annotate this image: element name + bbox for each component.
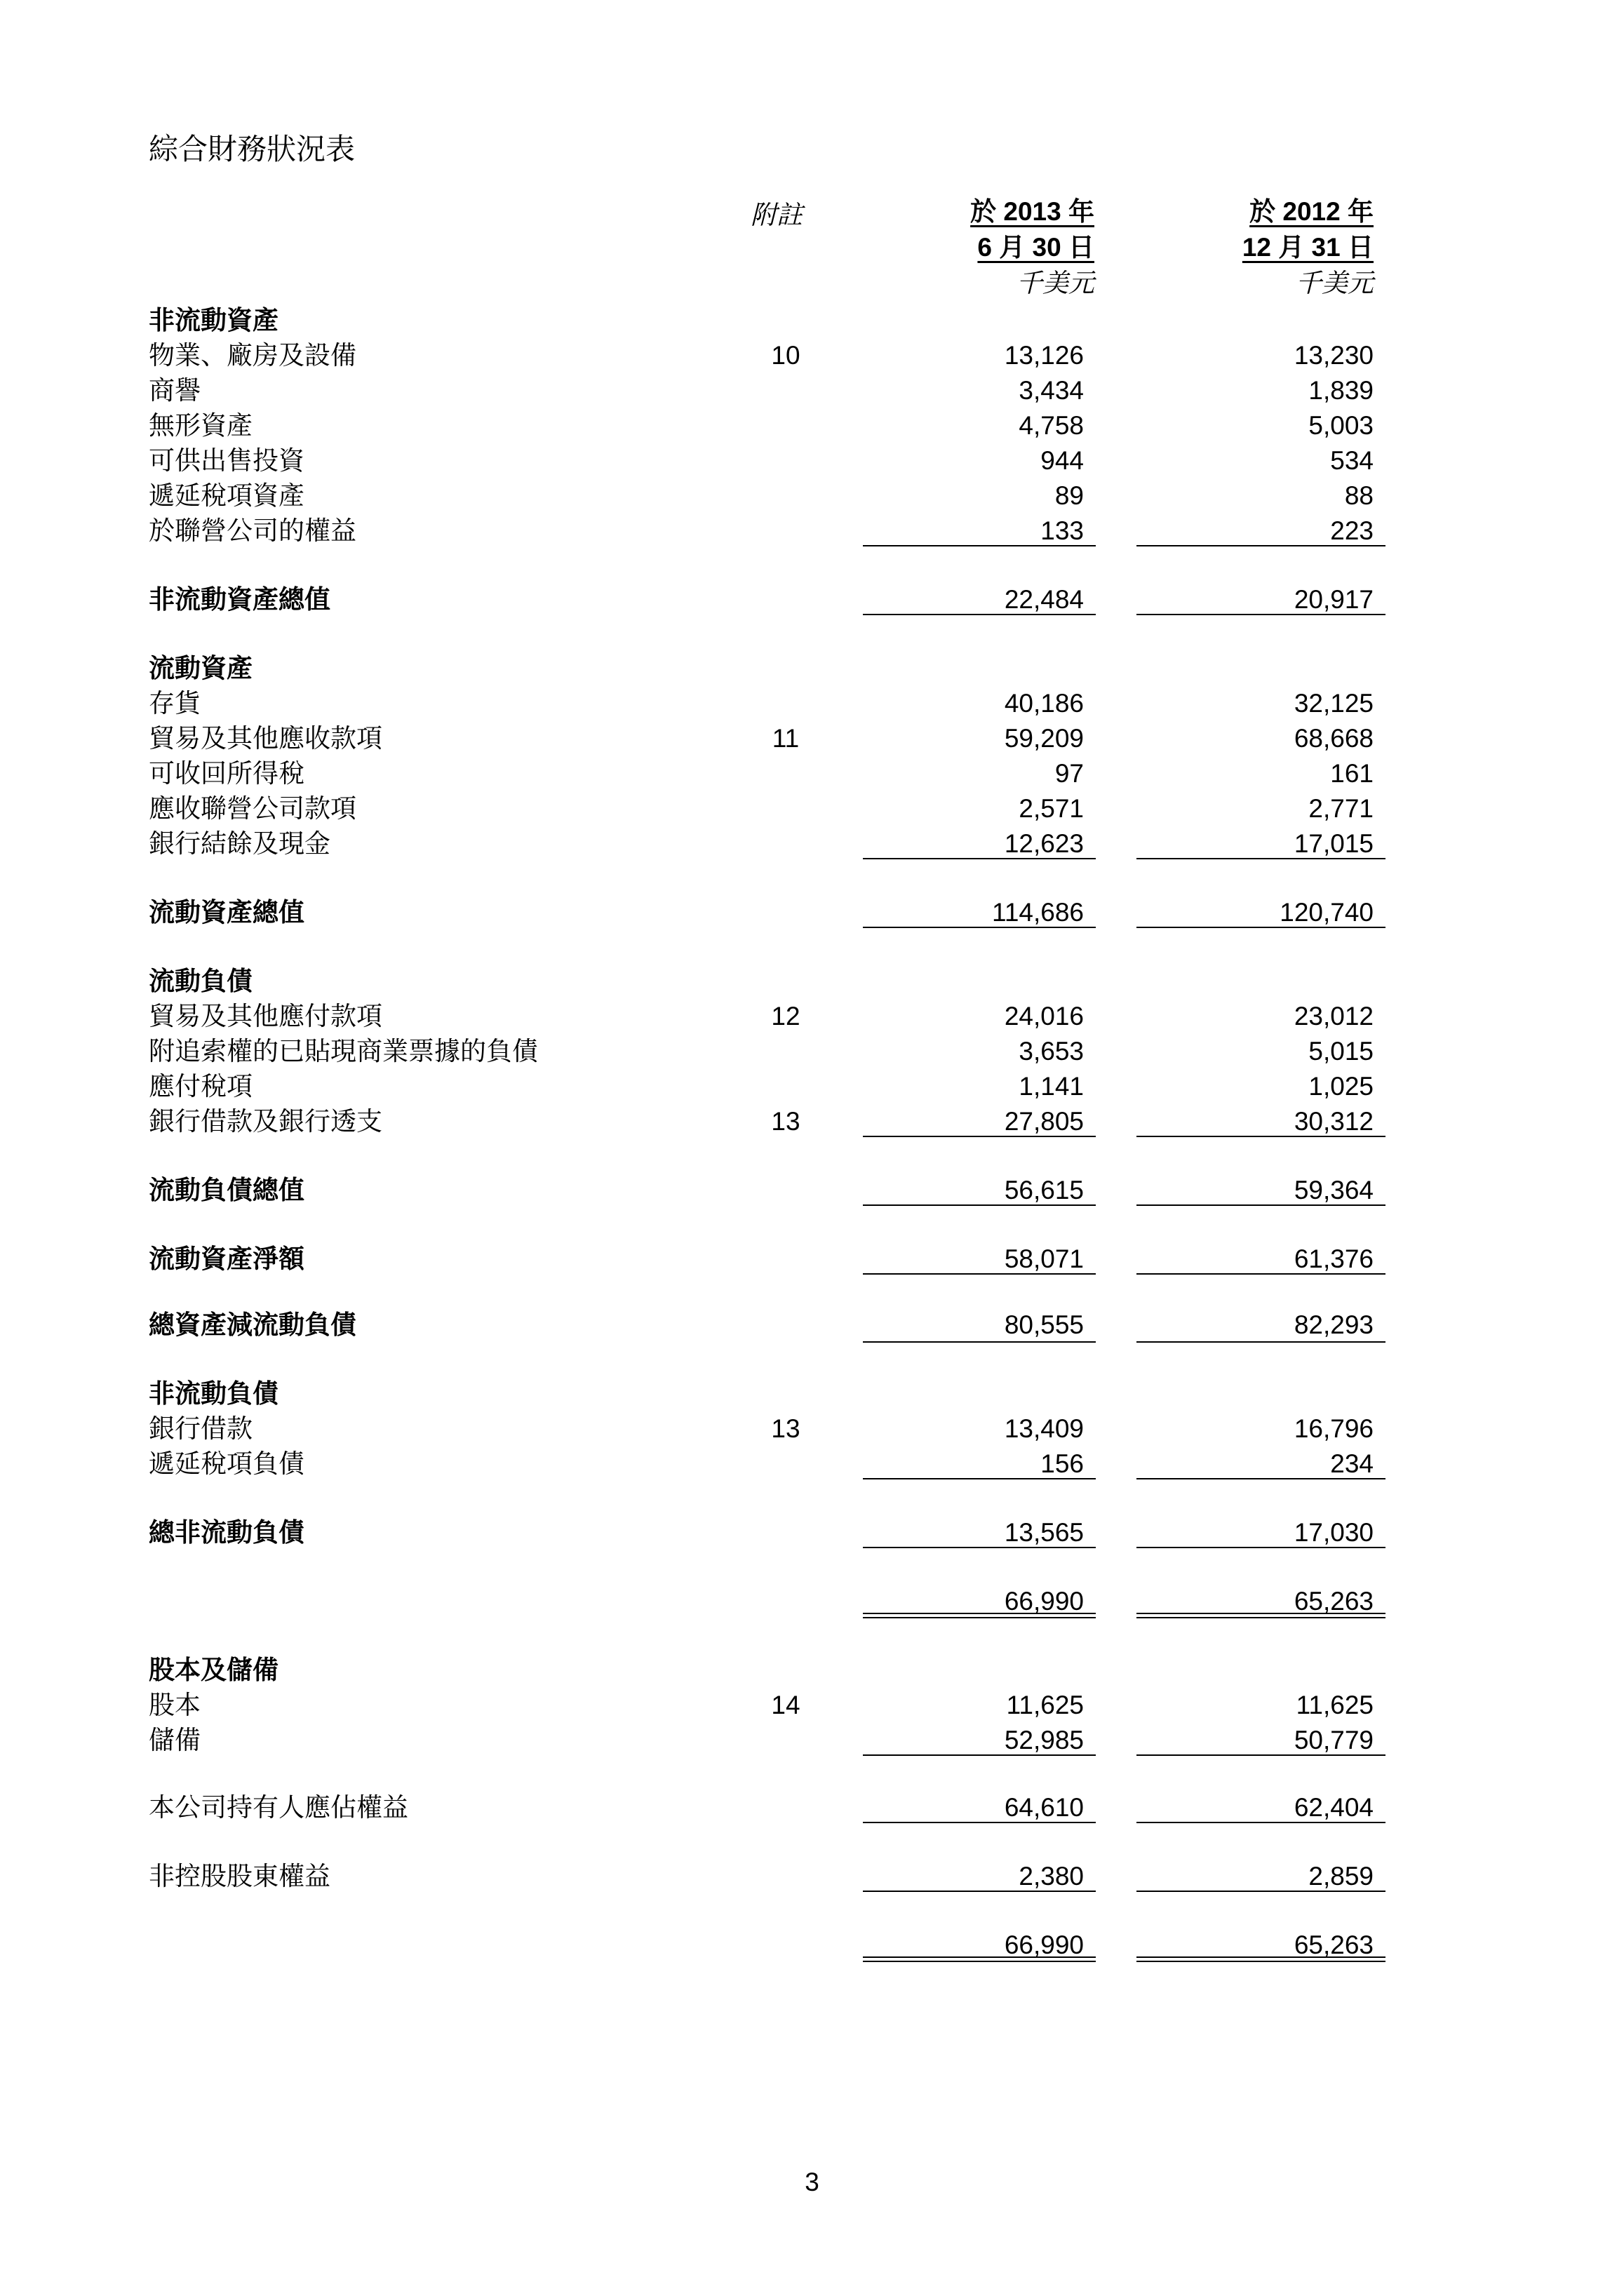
line-item-row [0,686,1624,721]
underline-rule-2012 [1136,1478,1385,1479]
total-row [0,1515,1624,1550]
note-column-header: 附註 [751,201,803,229]
row-label: 總非流動負債 [149,1518,304,1547]
row-label: 附追索權的已貼現商業票據的負債 [149,1037,538,1066]
line-item-row [0,1723,1624,1758]
value-2013: 4,758 [1019,411,1084,440]
underline-rule-2013 [863,1204,1096,1206]
underline-rule-2012 [1136,1822,1385,1823]
total-row [0,582,1624,617]
line-item-row [0,373,1624,408]
value-2013: 66,990 [1004,1587,1084,1616]
underline-rule-2013 [863,1136,1096,1137]
note-reference: 10 [771,341,800,370]
row-label: 非控股股東權益 [149,1862,330,1891]
value-2013: 13,126 [1004,341,1084,370]
underline-rule-2012 [1136,1136,1385,1137]
value-2013: 2,571 [1019,794,1084,823]
underline-rule-2013 [863,858,1096,859]
value-2013: 52,985 [1004,1726,1084,1754]
row-label: 存貨 [149,689,201,718]
value-2012: 88 [1344,481,1374,510]
underline-rule-2013 [863,1754,1096,1756]
value-2013: 97 [1054,759,1084,788]
value-2012: 23,012 [1294,1002,1374,1030]
line-item-row [0,513,1624,549]
value-2012: 2,859 [1308,1862,1374,1891]
underline-rule-2013 [863,1547,1096,1548]
row-label: 儲備 [149,1726,201,1754]
underline-rule-2012 [1136,614,1385,615]
line-item-row [0,1688,1624,1723]
underline-rule-2012 [1136,545,1385,546]
value-2012: 534 [1330,446,1374,475]
row-label: 可供出售投資 [149,446,304,475]
underline-rule-2012 [1136,1891,1385,1892]
value-2013: 944 [1040,446,1084,475]
column-header-2012-unit: 千美元 [1296,269,1374,297]
row-label: 銀行結餘及現金 [149,829,330,858]
row-label: 可收回所得稅 [149,759,304,788]
underline-rule-2012 [1136,1341,1385,1343]
row-label: 非流動資產總值 [149,585,330,614]
column-header-2012-date: 12 月 31 日 [1242,233,1374,262]
row-label: 流動資產總值 [149,898,304,927]
underline-rule-2013 [863,1891,1096,1892]
value-2012: 20,917 [1294,585,1374,614]
section-heading-row [0,303,1624,338]
value-2012: 120,740 [1280,898,1374,927]
line-item-row [0,791,1624,826]
value-2013: 12,623 [1004,829,1084,858]
value-2012: 59,364 [1294,1176,1374,1204]
value-2012: 17,030 [1294,1518,1374,1547]
line-item-row [0,999,1624,1034]
section-heading-row [0,964,1624,999]
value-2013: 1,141 [1019,1072,1084,1101]
value-2012: 5,003 [1308,411,1374,440]
value-2013: 40,186 [1004,689,1084,718]
row-label: 貿易及其他應收款項 [149,724,382,753]
value-2013: 11,625 [1006,1691,1084,1719]
double-underline-rule-2013 [863,1613,1096,1618]
section-heading: 非流動負債 [149,1379,279,1408]
value-2012: 32,125 [1294,689,1374,718]
value-2013: 133 [1040,516,1084,545]
underline-rule-2012 [1136,927,1385,928]
column-header-2013-unit: 千美元 [1016,269,1094,297]
value-2012: 234 [1330,1449,1374,1478]
value-2012: 62,404 [1294,1793,1374,1822]
value-2012: 65,263 [1294,1587,1374,1616]
row-label: 商譽 [149,376,201,405]
value-2013: 27,805 [1004,1107,1084,1136]
double-underline-rule-2012 [1136,1613,1385,1618]
value-2012: 61,376 [1294,1244,1374,1273]
value-2012: 5,015 [1308,1037,1374,1066]
value-2013: 22,484 [1004,585,1084,614]
value-2013: 13,409 [1004,1414,1084,1443]
line-item-row [0,1104,1624,1139]
section-heading-row [0,1376,1624,1411]
value-2012: 68,668 [1294,724,1374,753]
value-2012: 11,625 [1296,1691,1374,1719]
value-2013: 24,016 [1004,1002,1084,1030]
value-2012: 65,263 [1294,1931,1374,1959]
underline-rule-2013 [863,614,1096,615]
underline-rule-2013 [863,545,1096,546]
value-2012: 30,312 [1294,1107,1374,1136]
total-row [0,1173,1624,1208]
row-label: 於聯營公司的權益 [149,516,356,545]
value-2013: 66,990 [1004,1931,1084,1959]
line-item-row [0,443,1624,478]
row-label: 股本 [149,1691,201,1719]
underline-rule-2013 [863,1478,1096,1479]
line-item-row [0,721,1624,756]
value-2013: 13,565 [1004,1518,1084,1547]
section-heading: 流動資產 [149,654,253,683]
row-label: 銀行借款 [149,1414,253,1443]
section-heading-row [0,1653,1624,1688]
value-2012: 17,015 [1294,829,1374,858]
column-header-2013-date: 6 月 30 日 [977,233,1094,262]
line-item-row [0,1446,1624,1482]
section-heading-row [0,651,1624,686]
note-reference: 13 [771,1107,800,1136]
row-label: 流動負債總值 [149,1176,304,1204]
line-item-row [0,1790,1624,1825]
total-row [0,1242,1624,1277]
underline-rule-2013 [863,1341,1096,1343]
note-reference: 12 [771,1002,800,1030]
line-item-row [0,1411,1624,1446]
value-2013: 3,434 [1019,376,1084,405]
line-item-row [0,1859,1624,1894]
underline-rule-2013 [863,927,1096,928]
underline-rule-2012 [1136,858,1385,859]
value-2012: 2,771 [1308,794,1374,823]
row-label: 物業、廠房及設備 [149,341,356,370]
line-item-row [0,338,1624,373]
row-label: 本公司持有人應佔權益 [149,1793,408,1822]
row-label: 流動資產淨額 [149,1244,304,1273]
line-item-row [0,756,1624,791]
underline-rule-2012 [1136,1547,1385,1548]
value-2013: 3,653 [1019,1037,1084,1066]
row-label: 銀行借款及銀行透支 [149,1107,382,1136]
underline-rule-2012 [1136,1204,1385,1206]
section-heading: 非流動資產 [149,306,279,335]
total-row [0,895,1624,930]
value-2012: 50,779 [1294,1726,1374,1754]
row-label: 總資產減流動負債 [149,1310,356,1339]
note-reference: 13 [771,1414,800,1443]
value-2013: 114,686 [992,898,1084,927]
underline-rule-2012 [1136,1273,1385,1275]
page-number: 3 [805,2168,819,2196]
row-label: 無形資產 [149,411,253,440]
value-2012: 82,293 [1294,1310,1374,1339]
row-label: 應付稅項 [149,1072,253,1101]
value-2012: 161 [1330,759,1374,788]
value-2013: 2,380 [1019,1862,1084,1891]
line-item-row [0,408,1624,443]
underline-rule-2012 [1136,1754,1385,1756]
column-header-2013-year: 於 2013 年 [970,197,1094,226]
value-2012: 1,025 [1308,1072,1374,1101]
note-reference: 14 [771,1691,800,1719]
double-underline-rule-2013 [863,1956,1096,1962]
value-2013: 156 [1040,1449,1084,1478]
note-reference: 11 [772,724,800,753]
total-row [0,1308,1624,1343]
row-label: 應收聯營公司款項 [149,794,356,823]
section-heading: 股本及儲備 [149,1656,279,1684]
row-label: 遞延稅項資產 [149,481,304,510]
row-label: 貿易及其他應付款項 [149,1002,382,1030]
line-item-row [0,1069,1624,1104]
value-2013: 80,555 [1004,1310,1084,1339]
section-heading: 流動負債 [149,967,253,995]
value-2013: 59,209 [1004,724,1084,753]
value-2013: 58,071 [1004,1244,1084,1273]
underline-rule-2013 [863,1822,1096,1823]
line-item-row [0,826,1624,861]
column-header-2012-year: 於 2012 年 [1249,197,1374,226]
value-2012: 16,796 [1294,1414,1374,1443]
value-2012: 223 [1330,516,1374,545]
value-2013: 64,610 [1004,1793,1084,1822]
line-item-row [0,478,1624,513]
row-label: 遞延稅項負債 [149,1449,304,1478]
value-2012: 13,230 [1294,341,1374,370]
line-item-row [0,1034,1624,1069]
value-2012: 1,839 [1308,376,1374,405]
value-2013: 89 [1054,481,1084,510]
value-2013: 56,615 [1004,1176,1084,1204]
double-underline-rule-2012 [1136,1956,1385,1962]
underline-rule-2013 [863,1273,1096,1275]
document-title: 綜合財務狀況表 [149,133,356,166]
